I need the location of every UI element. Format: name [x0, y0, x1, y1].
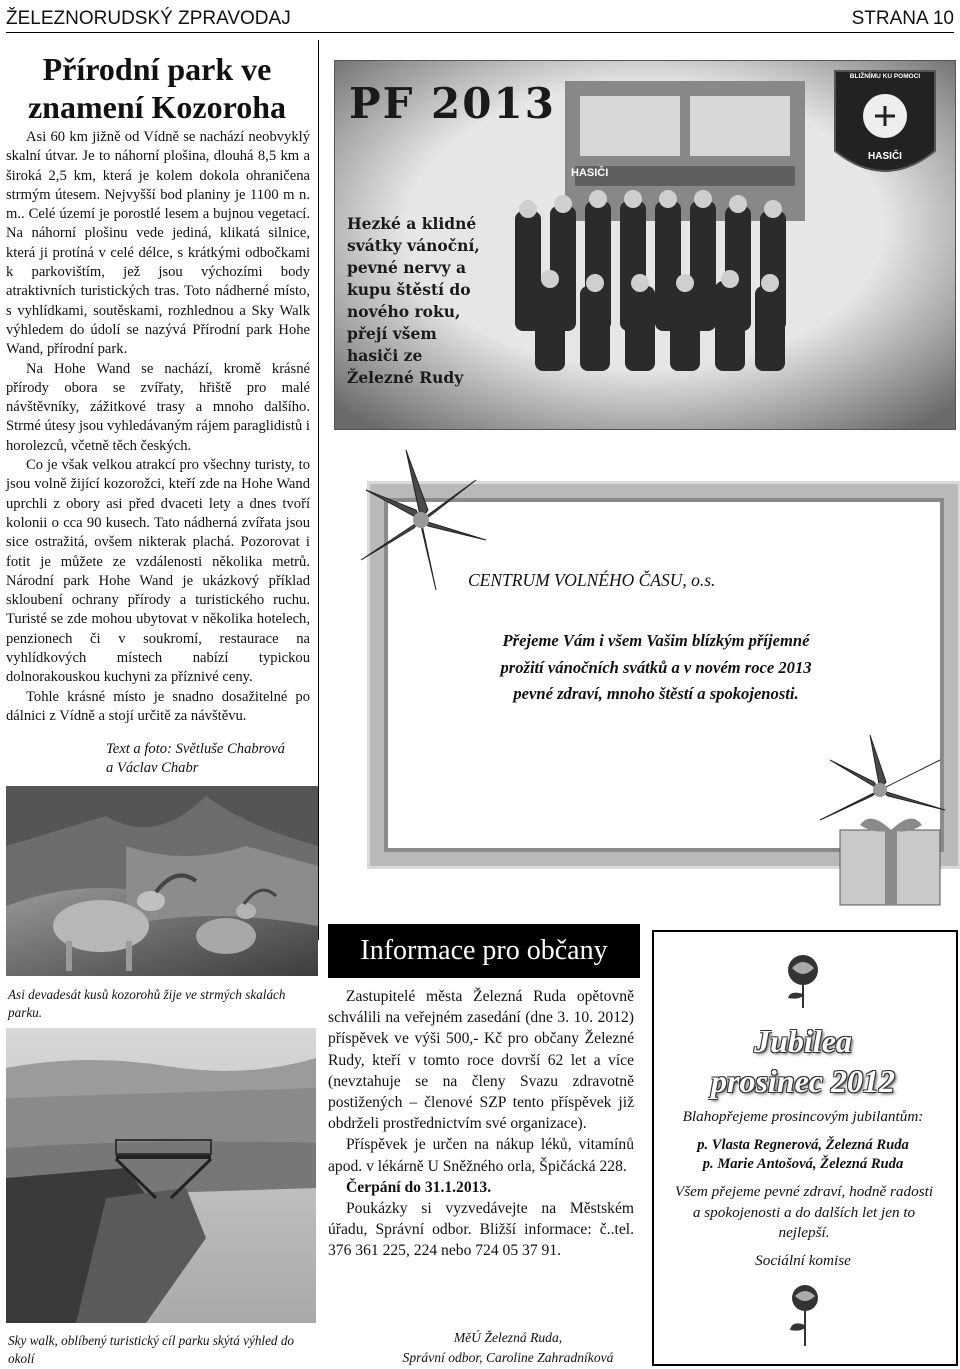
cvc-org-name: CENTRUM VOLNÉHO ČASU, o.s.: [468, 570, 716, 590]
info-heading: Informace pro občany: [328, 924, 640, 978]
article-credit: [106, 740, 326, 779]
jubilee-name: p. Marie Antošová, Železná Ruda: [702, 1156, 904, 1172]
pf-title: PF 2013: [349, 79, 556, 128]
jubilee-title-1: Jubilea: [754, 1023, 852, 1059]
info-paragraph: Zastupitelé města Železná Ruda opětovně schválili na veřejném zasedání (dne 3. 10. 2012) příspěvek ve výši 500,- Kč pro občany Železné Rudy, kteří v tomto roce dovrší 62 let a více (nevztahuje se na členy Svazu zdravotně postižených – členové SZP tento příspěvek již obdrželi prostřednictvím své organizace).: [328, 988, 634, 1133]
firefighters-photo: [334, 60, 956, 430]
jubilee-name: p. Vlasta Regnerová, Železná Ruda: [697, 1137, 909, 1153]
wish-line: pevné zdraví, mnoho štěstí a spokojenosti.: [513, 684, 799, 703]
jubilee-signature: Sociální komise: [755, 1252, 851, 1269]
article-body: [6, 128, 310, 726]
info-paragraph: Příspěvek je určen na nákup léků, vitamínů apod. v lékárně U Sněžného orla, Špičácká 228.: [328, 1136, 634, 1175]
jubilee-wish: Všem přejeme pevné zdraví, hodně radosti a spokojenosti a do dalších let jen to nejlepší.: [674, 1183, 934, 1241]
article-paragraph: Co je však velkou atrakcí pro všechny turisty, to jsou volně žijící kozorožci, kteří zde na Hohe Wand uprchli z obory asi před dvaceti lety a dnes tvoří kolonii o cca 90 kusech. Tato nádherná zvířata jsou sice ostražitá, ovšem nikterak plachá. Pozorovat i fotit je můžete ze vzdálenosti několika metrů. Národní park Hohe Wand je ukázkový příklad skloubení ochrany přírody a turistického ruchu. Turisté se zde mohou ubytovat v několika hotelech, penzionech či v soukromí, restaurace na vyhlídkových místech nabízí typickou dolnorakouskou kuchyni za příznivé ceny.: [6, 457, 310, 686]
info-body: [328, 986, 634, 1262]
article-paragraph: Asi 60 km jižně od Vídně se nachází neobvyklý skalní útvar. Je to náhorní plošina, dlouhá 8,5 km a široká 2,5 km, která je kolem dokola ohraničena strmým útesem. Nejvyšší bod planiny je 1100 m n. m.. Celé území je porostlé lesem a bujnou vegetací. Na náhorní plošinu vede jediná, klikatá silnice, která ji protíná v celé délce, s krátkými odbočkami k parkovištím, jež jsou výchozími body atraktivních turistických tras. Toto nádherné místo, s vyhlídkami, soutěskami, rozhlednou a Sky Walk výhledem do údolí se nazývá Přírodní park Hohe Wand, přírodní park.: [6, 129, 310, 358]
publication-name: ŽELEZNORUDSKÝ ZPRAVODAJ: [6, 8, 291, 29]
pf-message-line: Železné Rudy: [347, 368, 464, 387]
emblem-top-text: BLIŽNÍMU KU POMOCI: [849, 73, 921, 80]
jubilee-intro: Blahopřejeme prosincovým jubilantům:: [682, 1108, 924, 1125]
article-title-line-2: znamení Kozoroha: [27, 89, 287, 125]
pf-message-line: svátky vánoční,: [347, 236, 480, 255]
skywalk-photo: [6, 1028, 316, 1323]
skywalk-illustration: [6, 1028, 316, 1323]
info-signature: [378, 1328, 638, 1367]
credit-line: Text a foto: Světluše Chabrová: [106, 741, 285, 757]
ibex-illustration: [6, 786, 318, 976]
page-header: [6, 6, 954, 33]
jubilee-title-2: prosinec 2012: [711, 1063, 895, 1099]
pf-message-line: Hezké a klidné: [347, 214, 477, 233]
wish-line: prožití vánočních svátků a v novém roce 2013: [500, 657, 812, 677]
page-number: STRANA 10: [851, 8, 954, 29]
column-divider: [318, 40, 319, 940]
article-paragraph: Tohle krásné místo je snadno dosažitelné po dálnici z Vídně a stojí určitě za návštěvu.: [6, 688, 310, 724]
signature-line: Správní odbor, Caroline Zahradníková: [402, 1349, 614, 1365]
ibex-photo: [6, 786, 318, 976]
info-deadline: Čerpání do 31.1.2013.: [346, 1178, 492, 1196]
pf-message-line: přejí všem: [347, 324, 437, 343]
rose-icon: [782, 1280, 828, 1350]
pf-message-line: kupu štěstí do: [347, 280, 471, 299]
skywalk-caption: Sky walk, oblíbený turistický cíl parku skýtá výhled do okolí: [8, 1333, 295, 1366]
pf-message-line: nového roku,: [347, 302, 461, 321]
wish-line: Přejeme Vám i všem Vašim blízkým příjemné: [502, 631, 810, 650]
pf-message-line: pevné nervy a: [347, 258, 466, 277]
info-paragraph: Poukázky si vyzvedávejte na Městském úřadu, Správní odbor. Bližší informace: č..tel. 376 361 225, 224 nebo 724 05 37 91.: [328, 1200, 634, 1260]
ibex-caption: Asi devadesát kusů kozorohů žije ve strmých skalách parku.: [8, 987, 286, 1020]
pf-message-line: hasiči ze: [347, 346, 423, 365]
pf-message: [347, 213, 480, 389]
emblem-bottom-text: HASIČI: [868, 151, 902, 162]
rose-icon: [778, 950, 828, 1010]
article-paragraph: Na Hohe Wand se nachází, kromě krásné přírody obora se zvířaty, hřiště pro malé návštěvníky, zážitkové trasy a mnoho dalšího. Strmé útesy jsou vyhledávaným rájem paraglidistů i horolezců, včetně těch českých.: [6, 360, 310, 454]
credit-line: a Václav Chabr: [106, 760, 199, 777]
signature-line: MěÚ Železná Ruda,: [453, 1330, 563, 1345]
jubilee-names: [652, 1136, 954, 1174]
article-title: [6, 50, 308, 126]
truck-sign: HASIČI: [571, 167, 609, 179]
article-title-line-1: Přírodní park ve: [42, 51, 272, 87]
cvc-wish: [436, 628, 876, 708]
poinsettia-gift-icon: [800, 730, 950, 920]
